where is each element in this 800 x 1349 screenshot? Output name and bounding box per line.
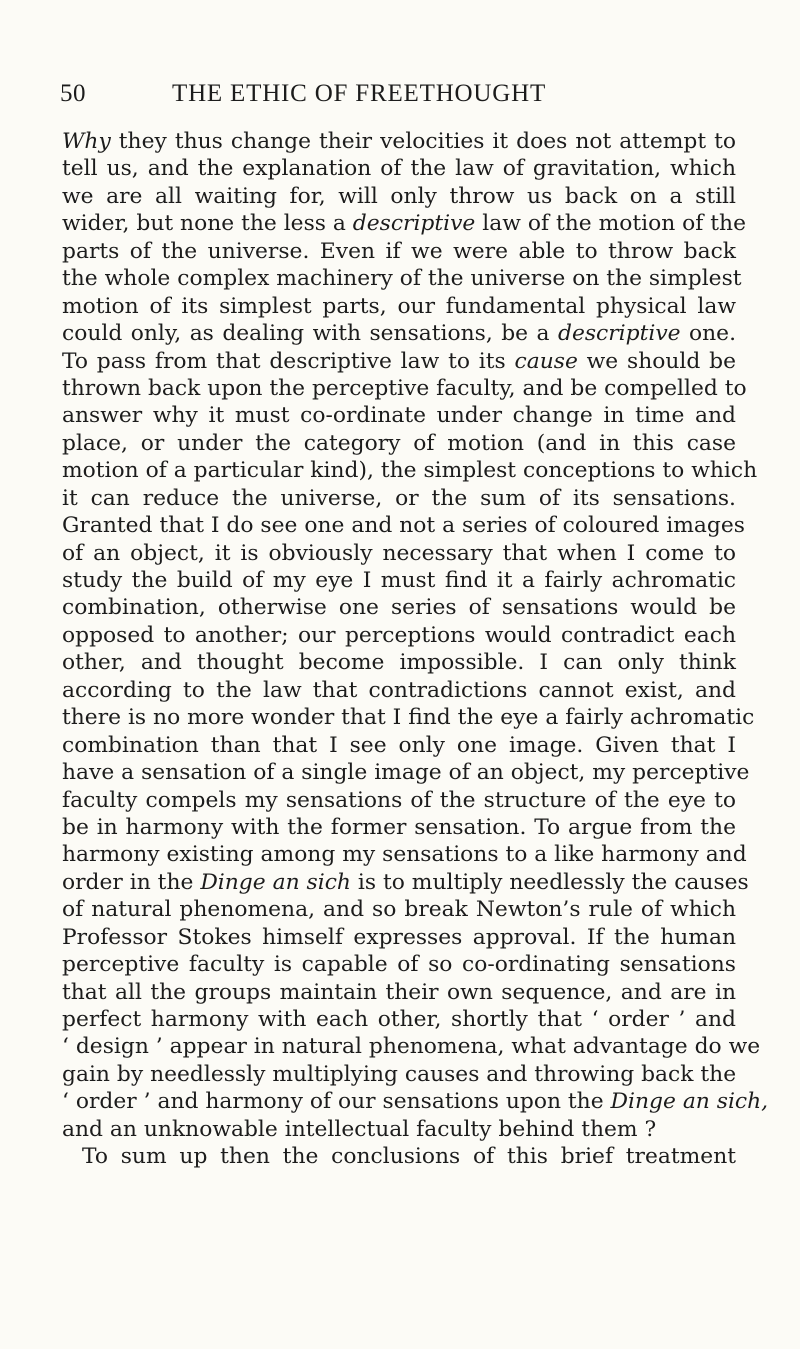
text-line: be in harmony with the former sensation. To argue from the xyxy=(62,814,736,840)
italic-phrase: Dinge an sich xyxy=(200,869,351,895)
running-title: THE ETHIC OF FREETHOUGHT xyxy=(172,80,547,107)
text-line: answer why it must co-ordinate under change in time and xyxy=(62,403,736,429)
text-line: have a sensation of a single image of an object, my perceptive xyxy=(62,760,750,786)
italic-phrase: descriptive xyxy=(558,321,681,347)
text-line xyxy=(62,320,736,347)
line-text: could only, as dealing with sensations, be a xyxy=(62,321,558,347)
text-line: Professor Stokes himself expresses approval. If the human xyxy=(62,924,736,950)
text-line: motion of a particular kind), the simplest conceptions to which xyxy=(62,458,758,484)
line-text: one. xyxy=(680,321,736,347)
text-line: that all the groups maintain their own sequence, and are in xyxy=(62,979,736,1005)
text-line: gain by needlessly multiplying causes and throwing back the xyxy=(62,1061,737,1087)
text-line xyxy=(62,210,746,237)
text-line xyxy=(62,869,749,896)
text-line: study the build of my eye I must find it a fairly achromatic xyxy=(62,568,736,593)
text-line: parts of the universe. Even if we were able to throw back xyxy=(62,238,736,264)
italic-word: Why xyxy=(62,129,111,154)
text-line: the whole complex machinery of the universe on the simplest xyxy=(62,266,742,292)
italic-phrase: cause xyxy=(514,348,578,374)
line-text: wider, but none the less a xyxy=(62,211,353,237)
text-line xyxy=(62,348,736,375)
running-head xyxy=(60,80,740,114)
text-line: faculty compels my sensations of the structure of the eye to xyxy=(62,787,736,813)
text-line xyxy=(62,1088,769,1115)
text-line: harmony existing among my sensations to a like harmony and xyxy=(62,842,747,868)
text-line: ‘ design ’ appear in natural phenomena, what advantage do we xyxy=(62,1034,761,1060)
text-line: tell us, and the explanation of the law of gravitation, which xyxy=(62,156,736,182)
text-line: motion of its simplest parts, our fundamental physical law xyxy=(62,293,736,319)
text-line: and an unknowable intellectual faculty behind them ? xyxy=(62,1116,657,1142)
line-text: is to multiply needlessly the causes xyxy=(350,869,749,895)
text-line: thrown back upon the perceptive faculty, and be compelled to xyxy=(62,375,747,401)
text-line: according to the law that contradictions cannot exist, and xyxy=(62,677,736,703)
line-text: law of the motion of the xyxy=(475,211,746,237)
line-text: ‘ order ’ and harmony of our sensations upon the xyxy=(62,1089,611,1115)
line-text: To pass from that descriptive law to its xyxy=(62,348,515,374)
text-line: To sum up then the conclusions of this brief treatment xyxy=(82,1144,736,1170)
text-line: it can reduce the universe, or the sum of its sensations. xyxy=(62,485,736,511)
text-line xyxy=(62,128,736,155)
text-line: Granted that I do see one and not a series of coloured images xyxy=(62,513,745,539)
line-text: we should be xyxy=(577,348,736,374)
text-line: perceptive faculty is capable of so co-ordinating sensations xyxy=(62,952,736,978)
text-line: perfect harmony with each other, shortly that ‘ order ’ and xyxy=(62,1007,736,1032)
italic-phrase: Dinge an sich, xyxy=(610,1089,769,1115)
text-line: of natural phenomena, and so break Newton’s rule of which xyxy=(62,897,736,923)
text-line: opposed to another; our perceptions would contradict each xyxy=(62,622,736,648)
line-text: they thus change their velocities it does not attempt to xyxy=(118,129,736,154)
text-line: of an object, it is obviously necessary that when I come to xyxy=(62,540,736,566)
line-text: order in the xyxy=(62,869,201,895)
text-line: combination, otherwise one series of sensations would be xyxy=(62,595,736,621)
italic-phrase: descriptive xyxy=(352,211,476,237)
text-line: there is no more wonder that I find the eye a fairly achromatic xyxy=(62,705,755,731)
body-text xyxy=(62,128,769,1171)
page-number: 50 xyxy=(60,80,86,107)
text-line: combination than that I see only one image. Given that I xyxy=(62,732,736,758)
text-line: place, or under the category of motion (and in this case xyxy=(62,430,736,456)
text-line: other, and thought become impossible. I can only think xyxy=(62,650,736,676)
text-line: we are all waiting for, will only throw us back on a still xyxy=(62,183,736,209)
